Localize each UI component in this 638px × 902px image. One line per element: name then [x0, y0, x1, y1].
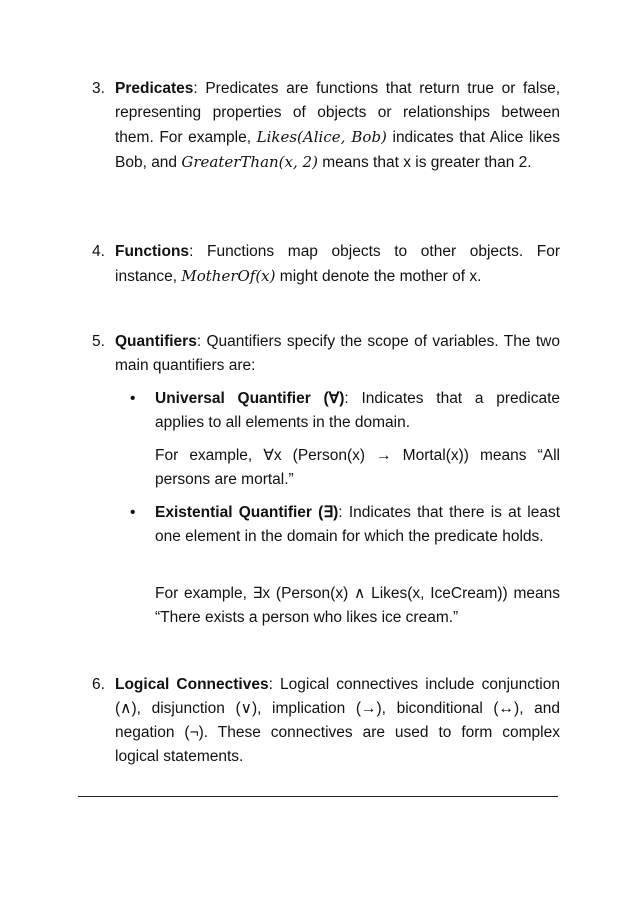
bullet-item-existential — [130, 501, 560, 549]
body-text: : Indicates that a predicate applies to all elements in the domain. — [155, 390, 560, 431]
bullet-text — [155, 501, 560, 549]
body-text: might denote the mother of x. — [275, 268, 482, 285]
list-number: 6. — [92, 676, 105, 693]
bullet-item-universal — [130, 387, 560, 435]
math-expression: Likes(Alice, Bob) — [256, 128, 387, 146]
list-item-functions — [92, 240, 560, 289]
body-text: : Quantifiers specify the scope of variables. The two main quantifiers are: — [115, 333, 560, 374]
list-item-text — [95, 330, 560, 378]
list-item-logical-connectives — [92, 673, 560, 769]
list-item-predicates — [92, 77, 560, 175]
math-expression: GreaterThan(x, 2) — [181, 153, 318, 171]
math-expression: MotherOf(x) — [181, 267, 276, 285]
term-heading: Quantifiers — [115, 333, 197, 350]
horizontal-rule — [78, 796, 558, 797]
bullet-icon: • — [130, 390, 136, 407]
body-text: : Logical connectives include conjunction (∧), disjunction (∨), implication (→), biconditional (↔), and negation (¬). These connectives are used to form complex logical statements. — [115, 676, 560, 765]
body-text: : Indicates that there is at least one element in the domain for which the predicate holds. — [155, 504, 560, 545]
list-item-text — [95, 77, 560, 175]
list-number: 5. — [92, 333, 105, 350]
term-heading: Existential Quantifier (∃) — [155, 504, 339, 521]
example-existential: For example, ∃x (Person(x) ∧ Likes(x, IceCream)) means “There exists a person who likes ice cream.” — [155, 585, 560, 626]
example-universal: For example, ∀x (Person(x) → Mortal(x)) means “All persons are mortal.” — [155, 447, 560, 488]
term-heading: Functions — [115, 243, 190, 260]
bullet-icon: • — [130, 504, 136, 521]
list-item-text — [95, 673, 560, 769]
body-text: : Predicates are functions that return true or false, representing properties of objects or relationships between them. For example, — [115, 80, 560, 146]
list-item-quantifiers — [92, 330, 560, 378]
list-number: 3. — [92, 80, 105, 97]
body-text: indicates that Alice likes Bob, and — [115, 129, 560, 171]
body-text: : Functions map objects to other objects. For instance, — [115, 243, 560, 285]
list-item-text — [95, 240, 560, 289]
term-heading: Universal Quantifier (∀) — [155, 390, 345, 407]
term-heading: Predicates — [115, 80, 194, 97]
term-heading: Logical Connectives — [115, 676, 269, 693]
list-number: 4. — [92, 243, 105, 260]
body-text: means that x is greater than 2. — [317, 154, 532, 171]
bullet-text — [155, 387, 560, 435]
